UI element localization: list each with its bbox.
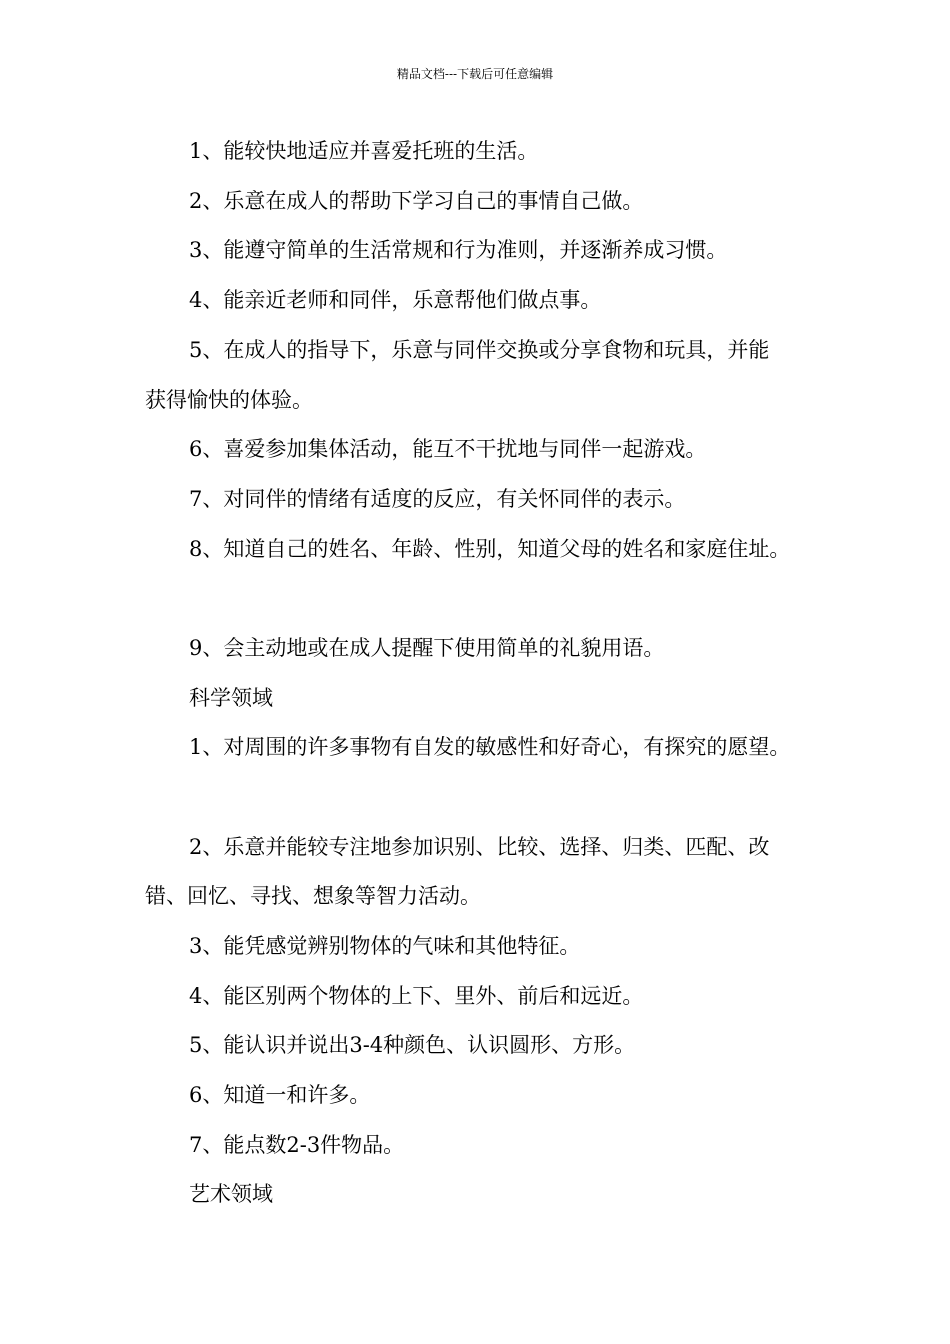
paragraph: 1、对周围的许多事物有自发的敏感性和好奇心，有探究的愿望。 bbox=[189, 735, 791, 759]
paragraph: 2、乐意在成人的帮助下学习自己的事情自己做。 bbox=[189, 189, 644, 213]
paragraph: 1、能较快地适应并喜爱托班的生活。 bbox=[189, 139, 539, 163]
paragraph: 7、能点数2-3件物品。 bbox=[189, 1133, 405, 1157]
paragraph: 3、能遵守简单的生活常规和行为准则，并逐渐养成习惯。 bbox=[189, 238, 728, 262]
paragraph: 5、能认识并说出3-4种颜色、认识圆形、方形。 bbox=[189, 1033, 636, 1057]
paragraph: 7、对同伴的情绪有适度的反应，有关怀同伴的表示。 bbox=[189, 487, 686, 511]
paragraph: 4、能亲近老师和同伴，乐意帮他们做点事。 bbox=[189, 288, 602, 312]
paragraph: 8、知道自己的姓名、年龄、性别，知道父母的姓名和家庭住址。 bbox=[189, 537, 791, 561]
paragraph-continuation: 获得愉快的体验。 bbox=[145, 388, 313, 412]
paragraph: 5、在成人的指导下，乐意与同伴交换或分享食物和玩具，并能 bbox=[189, 338, 770, 362]
paragraph: 6、知道一和许多。 bbox=[189, 1083, 371, 1107]
paragraph: 9、会主动地或在成人提醒下使用简单的礼貌用语。 bbox=[189, 636, 665, 660]
page-header: 精品文档---下载后可任意编辑 bbox=[396, 67, 554, 81]
paragraph: 6、喜爱参加集体活动，能互不干扰地与同伴一起游戏。 bbox=[189, 437, 707, 461]
paragraph: 2、乐意并能较专注地参加识别、比较、选择、归类、匹配、改 bbox=[189, 835, 770, 859]
paragraph: 4、能区别两个物体的上下、里外、前后和远近。 bbox=[189, 984, 644, 1008]
section-heading-science: 科学领域 bbox=[189, 686, 273, 710]
paragraph-continuation: 错、回忆、寻找、想象等智力活动。 bbox=[145, 884, 481, 908]
section-heading-art: 艺术领域 bbox=[189, 1182, 273, 1206]
paragraph: 3、能凭感觉辨别物体的气味和其他特征。 bbox=[189, 934, 581, 958]
